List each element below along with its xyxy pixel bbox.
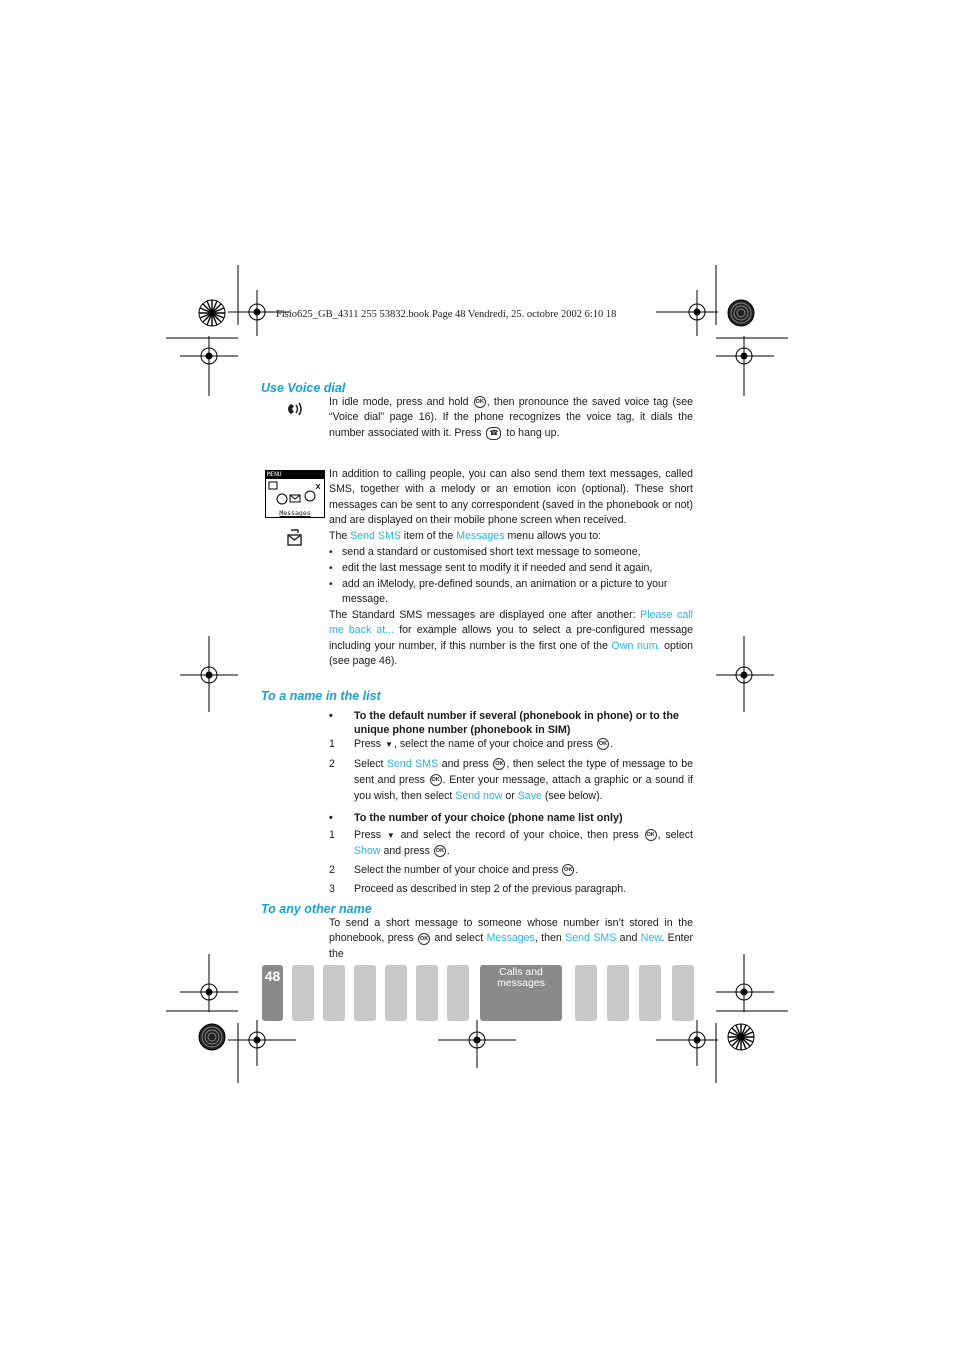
crosshair-target bbox=[180, 954, 238, 1012]
step-2 bbox=[329, 757, 693, 804]
down-arrow-key-icon: ▼ bbox=[385, 740, 393, 749]
step-1b bbox=[329, 828, 693, 860]
step-text: . bbox=[446, 844, 450, 857]
step-text: Proceed as described in step 2 of the previous paragraph. bbox=[354, 883, 627, 895]
phone-screen-title: MENU bbox=[267, 471, 282, 478]
chapter-tab-current bbox=[480, 965, 562, 1021]
menu-ref-save: Save bbox=[517, 789, 542, 802]
step-number: 1 bbox=[329, 738, 335, 750]
bullet-default-number-text: To the default number if several (phonebook in phone) or to the unique phone number (phonebook in SIM) bbox=[354, 710, 679, 736]
ok-key-icon: OK bbox=[418, 933, 430, 945]
step-text: and press bbox=[380, 844, 433, 857]
page-number: 48 bbox=[262, 965, 283, 1021]
send-sms-paragraph bbox=[329, 529, 693, 544]
concentric-target bbox=[199, 1024, 225, 1050]
bullet-dot: • bbox=[329, 812, 333, 824]
crosshair-target bbox=[716, 336, 774, 396]
phone-screen-label: Messages bbox=[279, 509, 311, 517]
step-text: , select the name of your choice and press bbox=[393, 738, 596, 750]
chapter-title-line-1: Calls and bbox=[499, 966, 543, 978]
step-number: 2 bbox=[329, 864, 335, 876]
voice-dial-text-2: , then pronounce the saved voice tag (see “Voice dial” page 16). If the phone recognizes the voice tag, it dials the number associated with it. Press bbox=[329, 396, 693, 439]
intro-text: menu allows you to: bbox=[504, 530, 602, 542]
chapter-tab bbox=[607, 965, 629, 1021]
step-text: and press bbox=[438, 758, 493, 770]
star-target bbox=[199, 300, 225, 326]
step-number: 1 bbox=[329, 829, 335, 841]
ok-key-icon: OK bbox=[493, 758, 505, 770]
chapter-tab bbox=[639, 965, 661, 1021]
intro-text: option (see page 46). bbox=[329, 639, 694, 668]
menu-ref-show: Show bbox=[354, 844, 381, 857]
chapter-title-line-2: messages bbox=[497, 977, 545, 989]
intro-paragraph: In addition to calling people, you can also send them text messages, called SMS, together with a melody or an emotion icon (optional). These short messages can be sent to any correspondent (saved in the phonebook or not) and are displayed on their mobile phone screen when received. bbox=[329, 468, 693, 527]
voice-dial-text-3: to hang up. bbox=[503, 426, 560, 439]
other-name-text: To send a short message to someone whose number isn’t stored in the phonebook, press bbox=[329, 917, 693, 945]
down-arrow-key-icon: ▼ bbox=[386, 831, 395, 840]
step-text: (see below). bbox=[541, 789, 603, 802]
step-2b bbox=[329, 863, 693, 879]
intro-text: The Standard SMS messages are displayed one after another: bbox=[329, 609, 641, 621]
step-text: . bbox=[575, 864, 579, 876]
menu-ref-messages: Messages bbox=[456, 530, 505, 542]
crosshair-target bbox=[438, 1020, 516, 1068]
step-text: Press bbox=[354, 738, 385, 750]
other-name-paragraph bbox=[329, 916, 693, 962]
menu-ref-send-sms: Send SMS bbox=[386, 758, 439, 770]
crosshair-target bbox=[656, 1020, 718, 1066]
menu-ref-messages: Messages bbox=[486, 932, 535, 945]
chapter-tab bbox=[447, 965, 469, 1021]
intro-text: The bbox=[329, 530, 351, 542]
menu-ref-new: New bbox=[640, 932, 662, 945]
other-name-text: . Enter the bbox=[329, 932, 694, 960]
chapter-tab bbox=[354, 965, 376, 1021]
voice-dial-icon bbox=[285, 400, 305, 418]
bullet-default-number bbox=[329, 710, 693, 737]
step-text: Press bbox=[354, 829, 386, 841]
crosshair-target bbox=[180, 336, 238, 396]
ok-key-icon: OK bbox=[474, 396, 486, 408]
chapter-tab bbox=[672, 965, 694, 1021]
menu-ref-please-call-me: Please call me back at... bbox=[329, 609, 693, 637]
chapter-tab bbox=[323, 965, 345, 1021]
crosshair-target bbox=[716, 636, 774, 712]
hang-up-key-icon: ☎ bbox=[486, 427, 501, 440]
ok-key-icon: OK bbox=[645, 829, 657, 841]
other-name-text: and select bbox=[431, 932, 487, 945]
ok-key-icon: OK bbox=[597, 738, 609, 750]
step-number: 2 bbox=[329, 758, 335, 770]
step-text: . bbox=[609, 738, 613, 750]
ok-key-icon: OK bbox=[562, 864, 574, 876]
heading-use-voice-dial: Use Voice dial bbox=[261, 381, 346, 395]
chapter-tab bbox=[416, 965, 438, 1021]
step-number: 3 bbox=[329, 883, 335, 895]
crosshair-target bbox=[656, 290, 718, 336]
step-text: Select the number of your choice and press bbox=[354, 864, 562, 876]
heading-to-any-other-name: To any other name bbox=[261, 902, 372, 916]
ok-key-icon: OK bbox=[434, 845, 446, 857]
bullet-number-of-choice-text: To the number of your choice (phone name list only) bbox=[354, 812, 623, 824]
crosshair-target bbox=[180, 636, 238, 712]
heading-to-a-name-in-the-list: To a name in the list bbox=[261, 689, 381, 703]
step-text: . Enter your message, attach a graphic or a sound if you wish, then select bbox=[354, 773, 693, 802]
chapter-tab bbox=[292, 965, 314, 1021]
sms-icon bbox=[286, 529, 303, 547]
step-3b bbox=[329, 882, 693, 898]
step-1 bbox=[329, 737, 693, 753]
features-list bbox=[329, 545, 693, 608]
chapter-tab bbox=[385, 965, 407, 1021]
star-target bbox=[728, 1024, 754, 1050]
list-item: • send a standard or customised short text message to someone, bbox=[329, 545, 693, 561]
step-text: , then select the type of message to be sent and press bbox=[354, 758, 693, 786]
book-header: Fisio625_GB_4311 255 53832.book Page 48 Vendredi, 25. octobre 2002 6:10 18 bbox=[276, 309, 617, 320]
intro-text: for example allows you to select a pre-configured message including your number, if this number is the first one of the bbox=[329, 624, 693, 652]
crosshair-target bbox=[716, 954, 774, 1012]
bullet-dot: • bbox=[329, 710, 333, 722]
list-item: • edit the last message sent to modify it if needed and send it again, bbox=[329, 561, 693, 577]
menu-ref-send-sms: Send SMS bbox=[350, 530, 401, 542]
standard-sms-paragraph bbox=[329, 608, 693, 670]
menu-ref-send-now: Send now bbox=[455, 789, 503, 802]
step-text: or bbox=[502, 789, 518, 802]
voice-dial-paragraph bbox=[329, 395, 693, 441]
ok-key-icon: OK bbox=[430, 774, 442, 786]
intro-text: item of the bbox=[400, 530, 457, 542]
step-text: , select bbox=[657, 829, 693, 841]
step-text: Select bbox=[354, 758, 387, 770]
step-text: and select the record of your choice, then press bbox=[395, 829, 644, 841]
list-item: • add an iMelody, pre-defined sounds, an animation or a picture to your message. bbox=[329, 577, 693, 609]
bullet-number-of-choice bbox=[329, 812, 693, 826]
other-name-text: and bbox=[616, 932, 641, 945]
other-name-text: , then bbox=[534, 932, 566, 945]
phone-menu-icons bbox=[268, 481, 322, 507]
voice-dial-text-1: In idle mode, press and hold bbox=[329, 396, 473, 408]
menu-ref-send-sms: Send SMS bbox=[565, 932, 617, 945]
phone-screen-illustration bbox=[265, 470, 325, 518]
concentric-target bbox=[728, 300, 754, 326]
chapter-tab bbox=[575, 965, 597, 1021]
menu-ref-own-num: Own num. bbox=[611, 639, 661, 652]
